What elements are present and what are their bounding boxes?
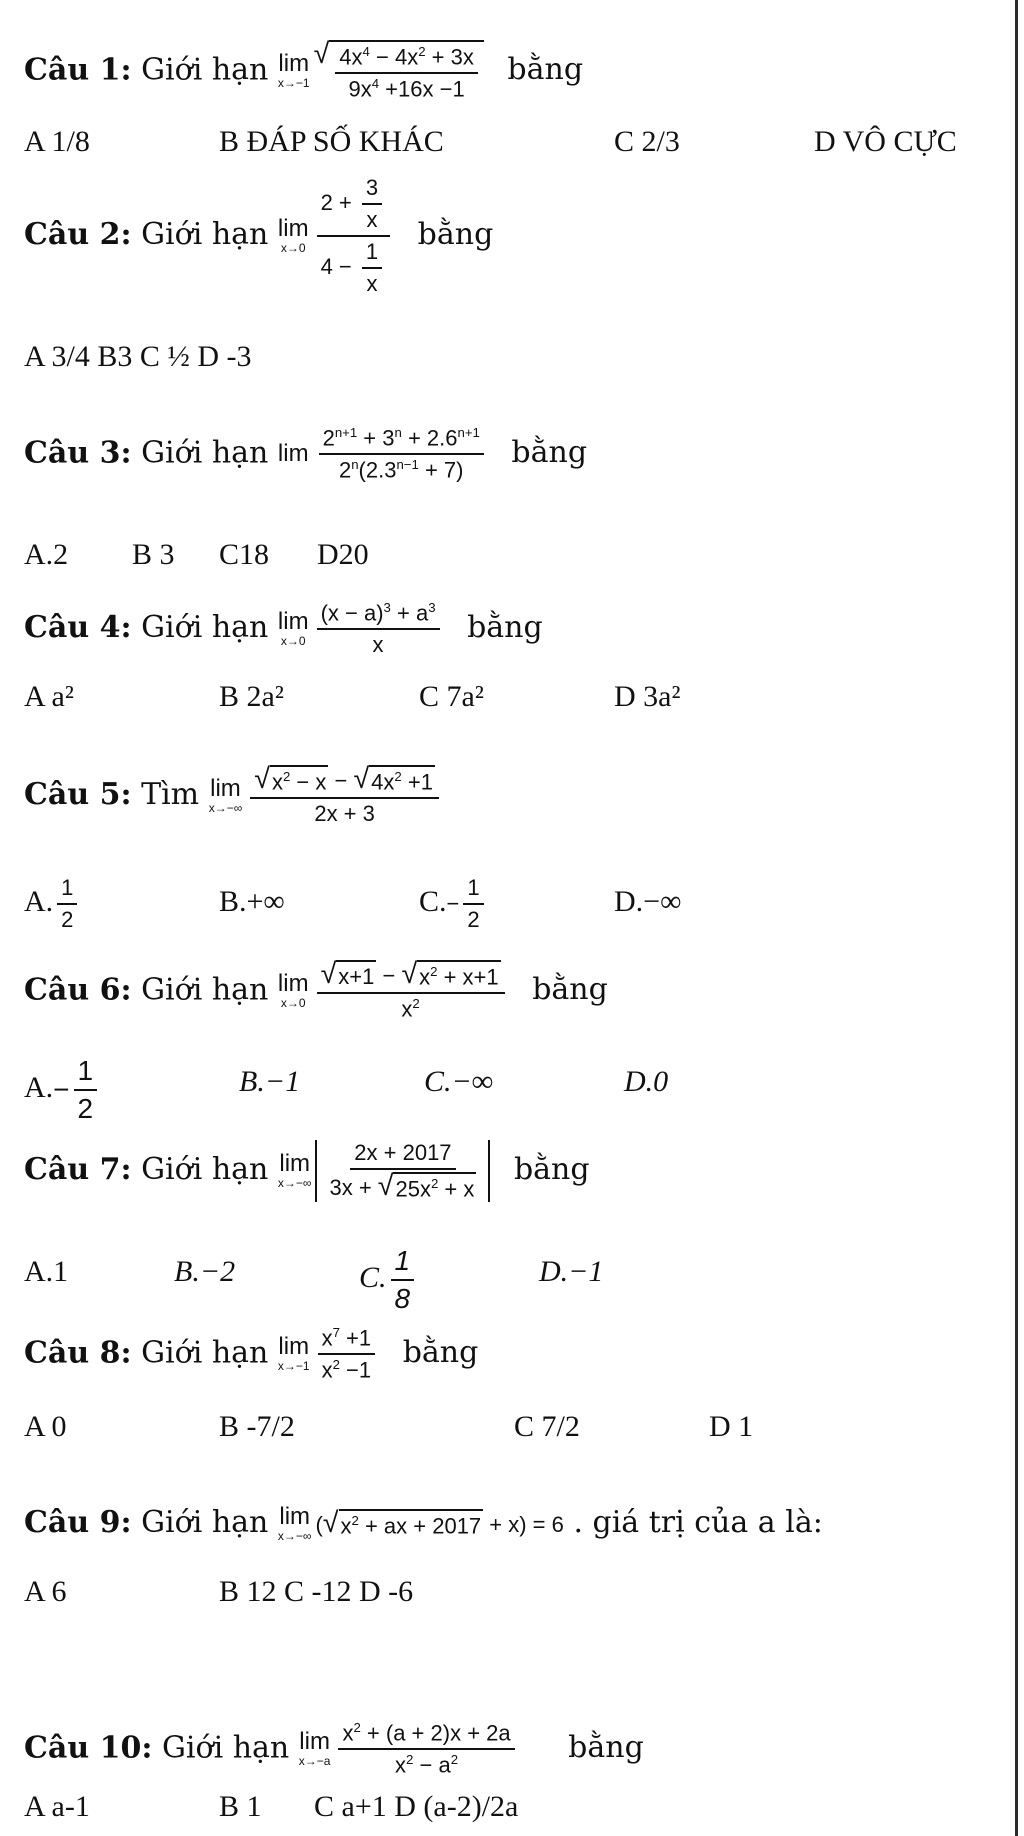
option-a[interactable]: A 0: [24, 1410, 67, 1443]
right-border: [1015, 0, 1018, 1836]
option-b[interactable]: B.−1: [239, 1065, 301, 1098]
option-d[interactable]: D.−∞: [614, 885, 682, 918]
question-suffix: bằng: [513, 1152, 590, 1188]
option-a[interactable]: A.1: [24, 1255, 69, 1288]
question-2: [24, 175, 493, 297]
formula: lim $\frac{2^{n+1} + 3^n + 2.6^{n+1}}{2^n(2.3^{n-1} + 7)}$: [278, 425, 488, 484]
options-line[interactable]: A 3/4 B3 C ½ D -3: [24, 340, 252, 373]
option-a[interactable]: A. $\frac{1}{2}$: [24, 875, 81, 933]
formula: lim x→−1 √ $\frac{4x^4 - 4x^2 + 3x}{9x^4 +16x -1}$: [278, 40, 484, 103]
question-10: [24, 1720, 644, 1779]
question-prefix: Giới hạn: [161, 1730, 290, 1766]
option-c[interactable]: C. $\frac{1}{8}$: [359, 1245, 418, 1315]
question-suffix: bằng: [507, 52, 584, 88]
formula: lim x→0 √ x+1 − √ $x^2 + x+1$ $x^2$: [278, 960, 509, 1023]
question-4: [24, 600, 543, 658]
question-1: [24, 40, 583, 103]
question-prefix: Giới hạn: [141, 52, 269, 88]
option-c[interactable]: C.−∞: [424, 1065, 494, 1098]
option-d[interactable]: D VÔ CỰC: [814, 125, 957, 158]
question-label: Câu 1:: [24, 52, 132, 88]
question-suffix: bằng: [402, 1335, 479, 1371]
question-8: [24, 1325, 478, 1384]
question-3: [24, 425, 587, 484]
option-b[interactable]: B ĐÁP SỐ KHÁC: [219, 125, 444, 158]
question-label: Câu 2:: [24, 217, 132, 252]
option-b[interactable]: B.−2: [174, 1255, 236, 1288]
question-label: Câu 7:: [24, 1152, 132, 1188]
question-suffix: bằng: [467, 610, 543, 646]
question-label: Câu 10:: [24, 1730, 153, 1766]
option-b[interactable]: B -7/2: [219, 1410, 295, 1443]
question-suffix: bằng: [568, 1730, 644, 1766]
formula: lim x→−∞ ( √ $x^2$ + ax + 2017 + x) = 6: [277, 1503, 564, 1543]
option-c[interactable]: C 7/2: [514, 1410, 580, 1443]
option-a[interactable]: A 6: [24, 1575, 67, 1608]
formula: lim x→0 $\frac{(x - a)^3 + a^3}{x}$: [278, 600, 444, 658]
question-prefix: Giới hạn: [141, 217, 269, 252]
answers-2: [24, 340, 252, 374]
question-suffix: bằng: [511, 435, 588, 471]
option-b[interactable]: B 1: [219, 1790, 262, 1823]
formula: lim x→−a $\frac{x^2 + (a + 2)x + 2a}{x^2 - a^2}$: [299, 1720, 519, 1779]
option-a[interactable]: A.2: [24, 538, 69, 571]
option-d[interactable]: D20: [317, 538, 369, 571]
question-suffix: . giá trị của a là:: [573, 1505, 823, 1540]
question-prefix: Giới hạn: [141, 1505, 269, 1540]
option-a[interactable]: A 1/8: [24, 125, 90, 158]
question-label: Câu 6:: [24, 972, 132, 1008]
question-prefix: Tìm: [141, 777, 200, 813]
question-7: [24, 1140, 590, 1202]
option-d[interactable]: D.0: [624, 1065, 669, 1098]
option-d[interactable]: D 1: [709, 1410, 754, 1443]
option-a[interactable]: A a-1: [24, 1790, 90, 1823]
option-a[interactable]: A a²: [24, 680, 74, 713]
option-a[interactable]: A.− $\frac{1}{2}$: [24, 1055, 101, 1125]
question-label: Câu 5:: [24, 777, 132, 813]
option-d[interactable]: D 3a²: [614, 680, 681, 713]
option-b[interactable]: B 3: [132, 538, 175, 571]
options-bcd[interactable]: B 12 C -12 D -6: [219, 1575, 414, 1608]
option-b[interactable]: B 2a²: [219, 680, 284, 713]
option-c[interactable]: C 7a²: [419, 680, 484, 713]
question-label: Câu 3:: [24, 435, 132, 471]
option-c[interactable]: C18: [219, 538, 270, 571]
question-prefix: Giới hạn: [141, 435, 269, 471]
option-d[interactable]: D.−1: [539, 1255, 604, 1288]
question-prefix: Giới hạn: [141, 972, 269, 1008]
formula: lim x→−∞ √ $x^2 - x$ − √ $4x^2 +1$ 2x + 3: [209, 765, 443, 827]
option-c[interactable]: C.− $\frac{1}{2}$: [419, 875, 488, 933]
question-5: [24, 765, 443, 827]
question-label: Câu 4:: [24, 610, 132, 646]
question-label: Câu 8:: [24, 1335, 132, 1371]
option-c[interactable]: C 2/3: [614, 125, 680, 158]
formula: lim x→−1 $\frac{x^7 +1}{x^2 -1}$: [278, 1325, 379, 1384]
question-suffix: bằng: [417, 217, 494, 252]
option-b[interactable]: B.+∞: [219, 885, 285, 918]
question-6: [24, 960, 608, 1023]
formula: lim x→0 2 + $\frac{3}{x}$ 4 − $\frac{1}{x}$: [278, 175, 394, 297]
question-label: Câu 9:: [24, 1505, 132, 1540]
formula: lim x→−∞ 2x + 2017 3x + √ $25x^2 + x$: [278, 1140, 490, 1202]
question-suffix: bằng: [532, 972, 608, 1008]
question-prefix: Giới hạn: [141, 610, 269, 646]
question-9: [24, 1505, 823, 1543]
question-prefix: Giới hạn: [141, 1335, 269, 1371]
question-prefix: Giới hạn: [141, 1152, 269, 1188]
options-cd[interactable]: C a+1 D (a-2)/2a: [314, 1790, 519, 1823]
